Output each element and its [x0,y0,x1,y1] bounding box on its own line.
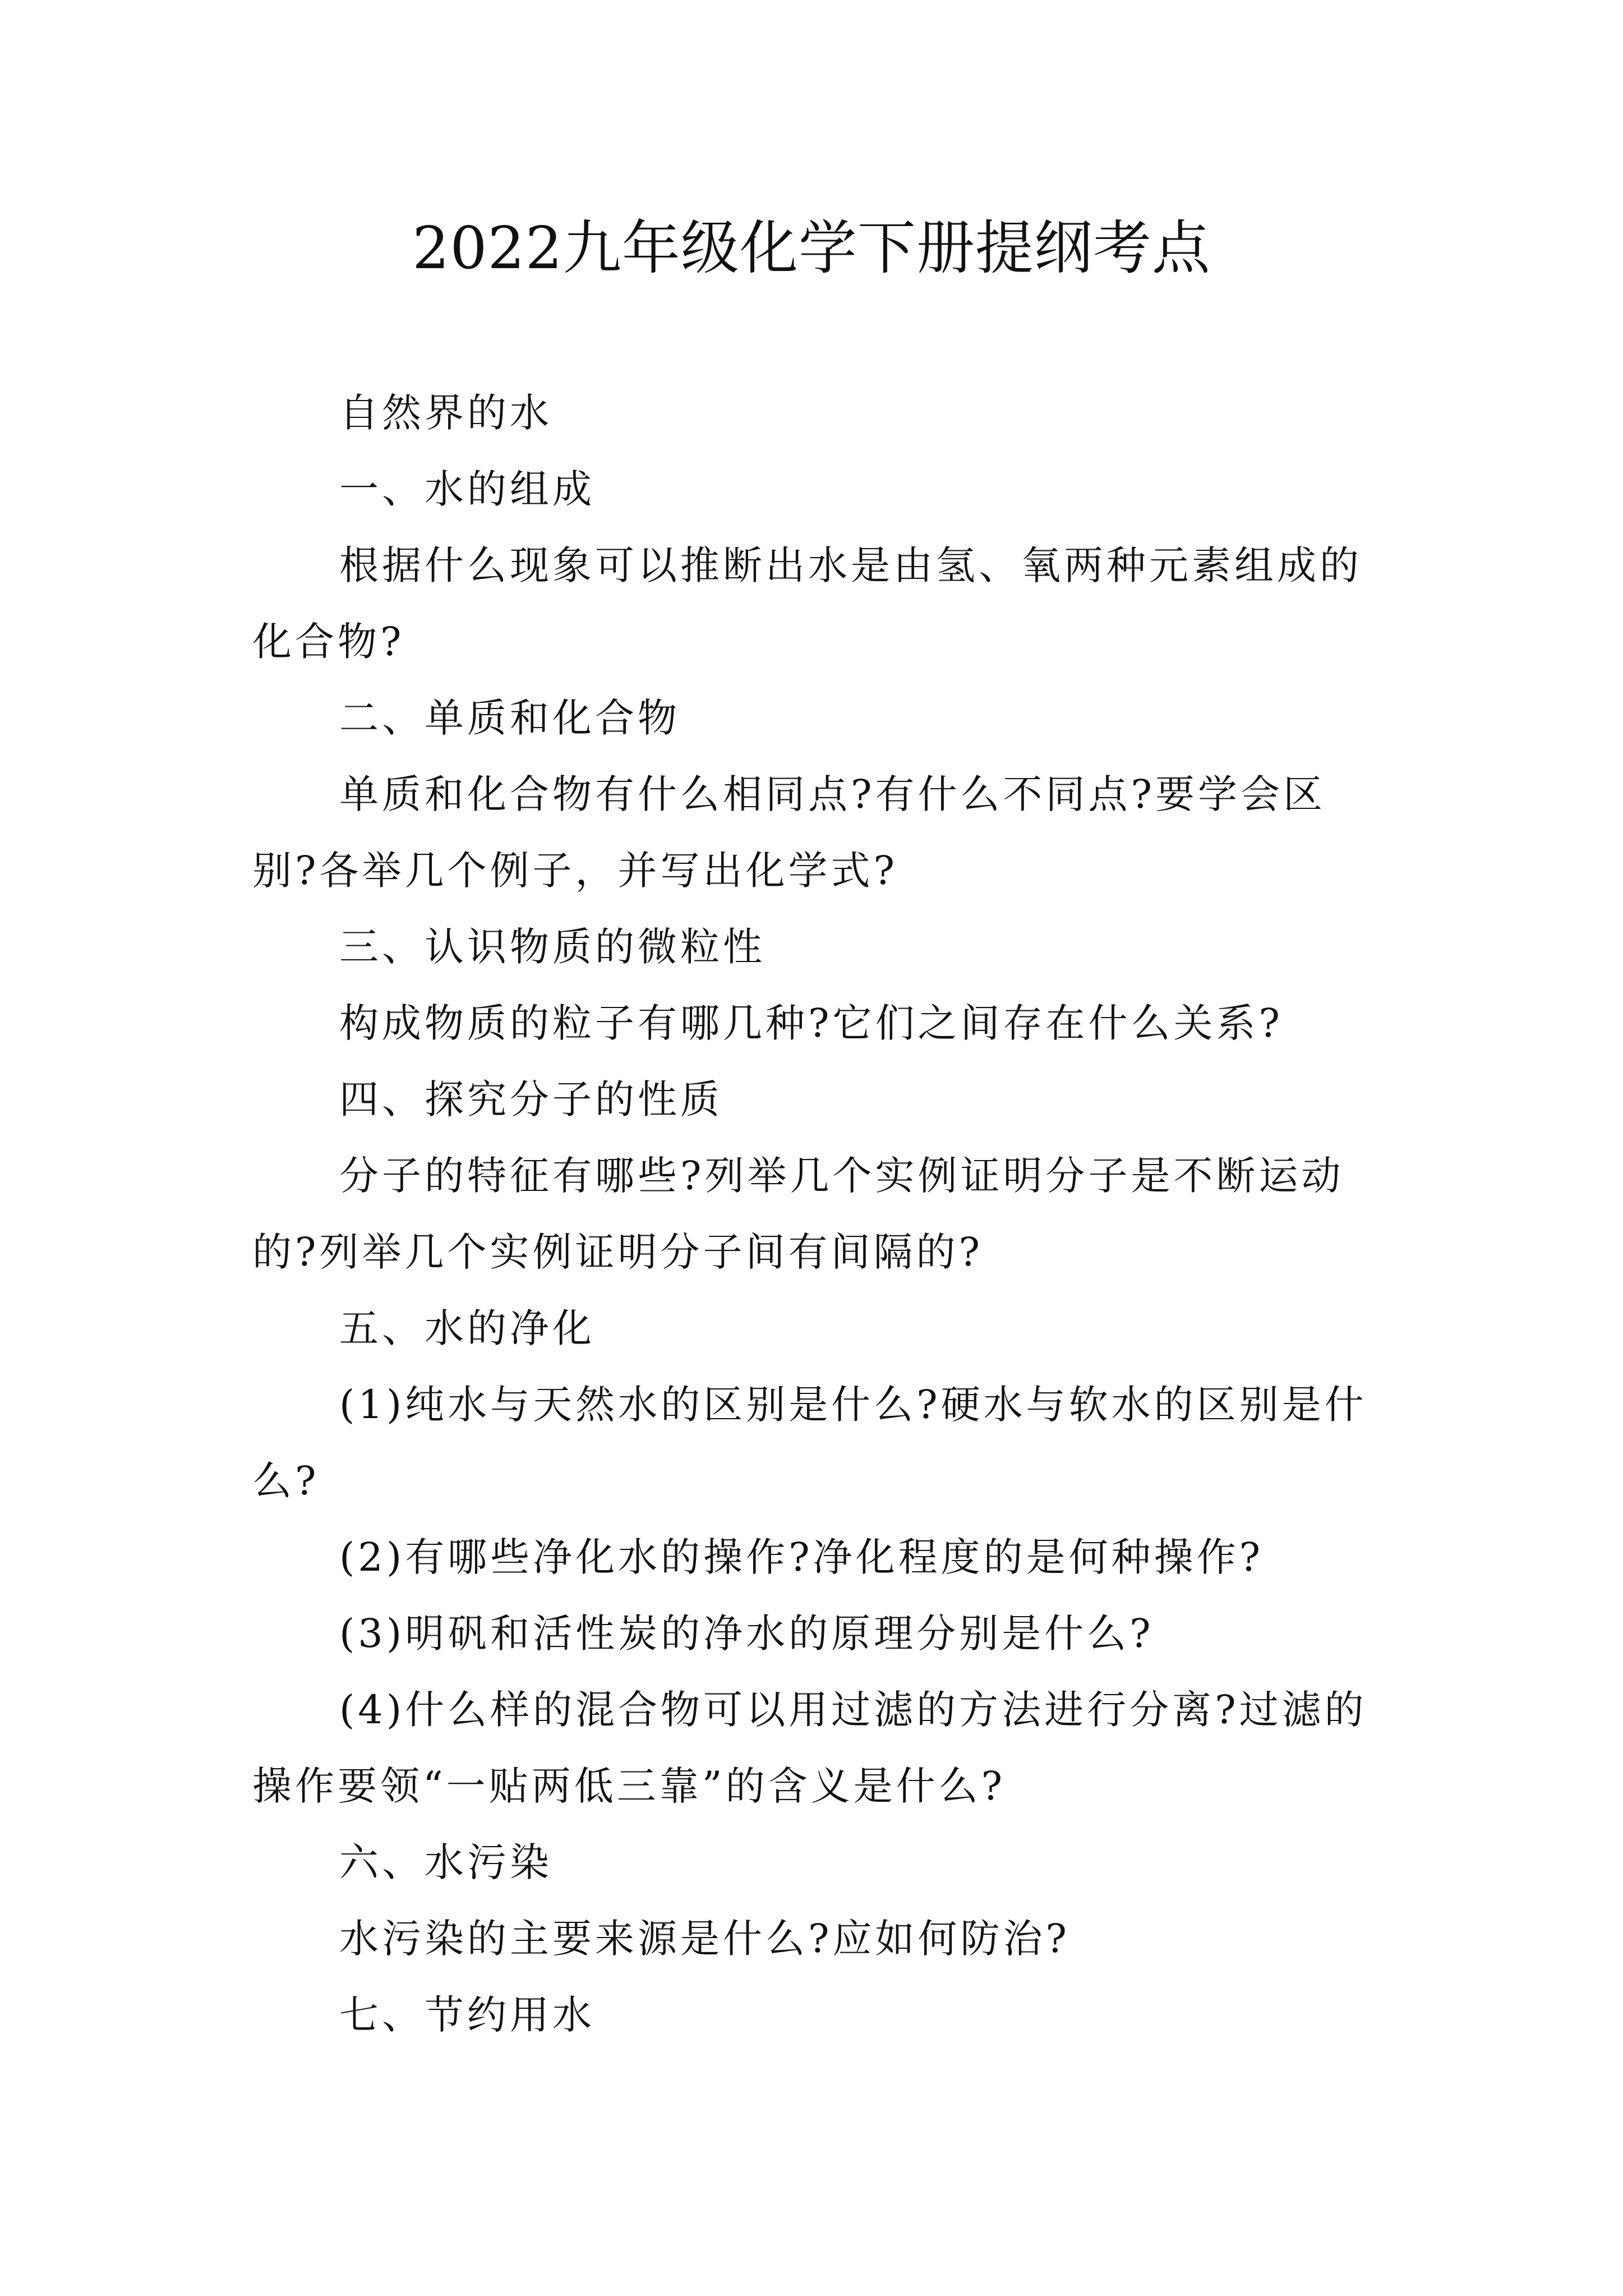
document-body [252,375,1374,2053]
subsection-heading: 二、单质和化合物 [339,695,680,741]
document-title: 2022九年级化学下册提纲考点 [412,214,1211,282]
question-paragraph: 水污染的主要来源是什么?应如何防治? [339,1916,1071,1962]
question-paragraph: (1)纯水与天然水的区别是什么?硬水与软水的区别是什么? [252,1382,1367,1504]
question-paragraph: (4)什么样的混合物可以用过滤的方法进行分离?过滤的操作要领“一贴两低三靠”的含义是什么? [252,1687,1367,1809]
question-paragraph: 构成物质的粒子有哪几种?它们之间存在什么关系? [339,1000,1284,1046]
question-paragraph: 分子的特征有哪些?列举几个实例证明分子是不断运动的?列举几个实例证明分子间有间隔的? [252,1153,1344,1275]
section-heading: 自然界的水 [339,390,552,436]
subsection-heading: 四、探究分子的性质 [339,1076,723,1122]
subsection-heading: 三、认识物质的微粒性 [339,924,766,970]
subsection-heading: 六、水污染 [339,1839,552,1885]
question-paragraph: (3)明矾和活性炭的净水的原理分别是什么? [339,1611,1154,1657]
subsection-heading: 五、水的净化 [339,1305,595,1351]
subsection-heading: 一、水的组成 [339,466,595,512]
question-paragraph: 根据什么现象可以推断出水是由氢、氧两种元素组成的化合物? [252,542,1362,665]
question-paragraph: 单质和化合物有什么相同点?有什么不同点?要学会区别?各举几个例子，并写出化学式? [252,771,1326,894]
question-paragraph: (2)有哪些净化水的操作?净化程度的是何种操作? [339,1534,1264,1580]
subsection-heading: 七、节约用水 [339,1992,595,2038]
